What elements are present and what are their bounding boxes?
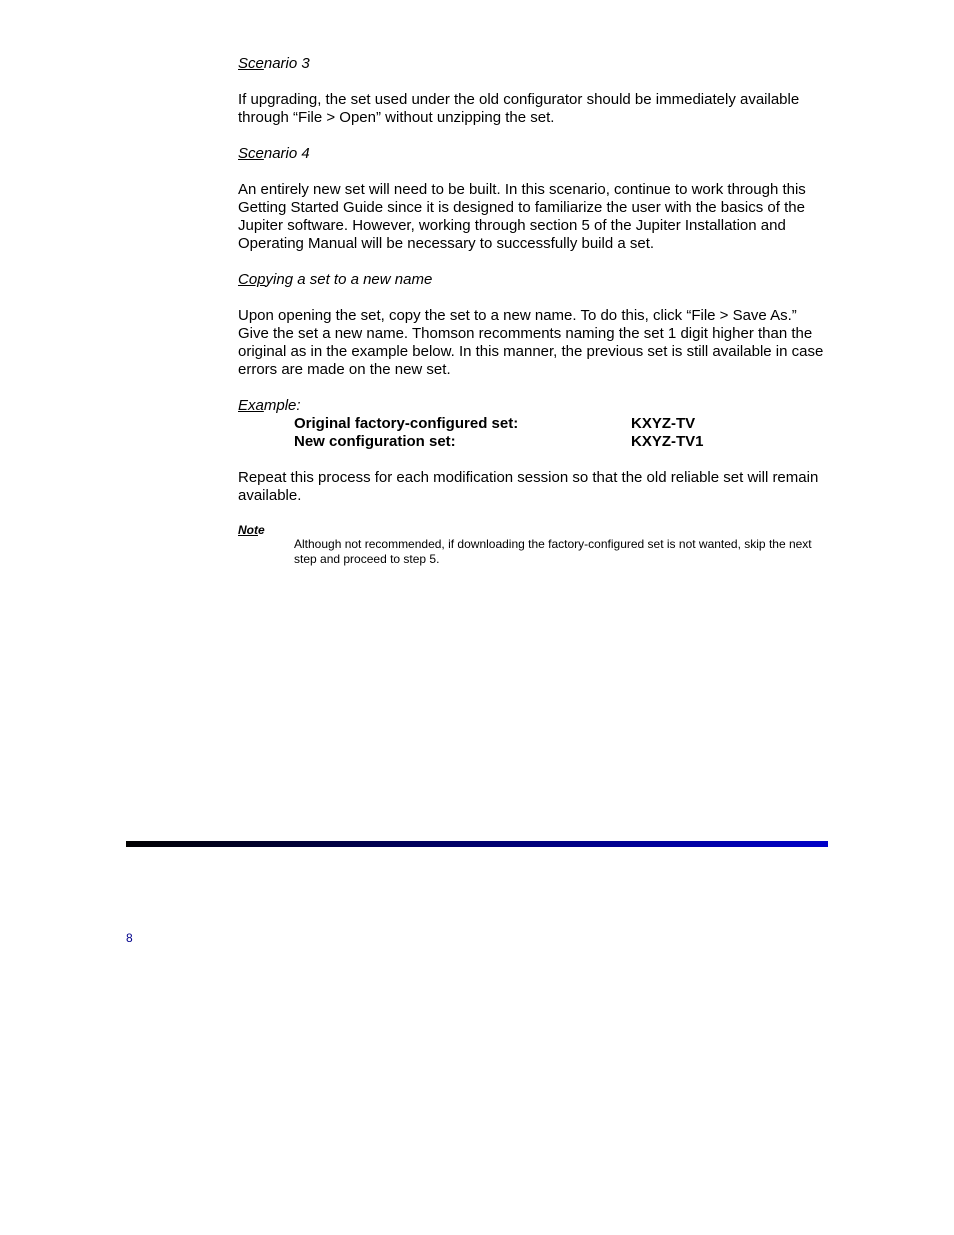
note-label [238, 523, 830, 537]
page-number: 8 [126, 931, 133, 945]
scenario-3-heading [238, 55, 830, 73]
example-row-key: New configuration set: [294, 433, 456, 450]
example-label-rest: mple: [263, 397, 301, 414]
scenario-3-heading-rest: nario 3 [263, 55, 310, 72]
example-row-key: Original factory-configured set: [294, 415, 519, 432]
example-label-underlined: Exa [238, 397, 264, 414]
document-body [238, 55, 830, 567]
example-label [238, 397, 830, 415]
example-block [238, 397, 830, 451]
note-label-rest: e [258, 523, 265, 537]
example-row-value: KXYZ-TV [631, 415, 696, 432]
copying-heading [238, 271, 830, 289]
copying-heading-rest: ying a set to a new name [265, 271, 433, 288]
scenario-4-heading [238, 145, 830, 163]
scenario-3-text: If upgrading, the set used under the old configurator should be immediately available through “File > Open” without unzipping the set. [238, 91, 800, 126]
scenario-4-heading-rest: nario 4 [263, 145, 310, 162]
example-row-value: KXYZ-TV1 [631, 433, 704, 450]
scenario-4-heading-underlined: Sce [238, 145, 264, 162]
footer-rule [126, 841, 828, 847]
note-text: Although not recommended, if downloading the factory-configured set is not wanted, skip the next step and proceed to step 5. [294, 537, 812, 566]
scenario-4-text: An entirely new set will need to be built. In this scenario, continue to work through this Getting Started Guide since it is designed to familiarize the user with the basics of the Jupiter software. However, working through section 5 of the Jupiter Installation and Operating Manual will be necessary to successfully build a set. [238, 181, 806, 252]
note-label-underlined: Not [238, 523, 258, 537]
scenario-3-heading-underlined: Sce [238, 55, 264, 72]
copying-heading-underlined: Cop [238, 271, 266, 288]
example-row-original [238, 415, 830, 433]
copying-text: Upon opening the set, copy the set to a new name. To do this, click “File > Save As.” Give the set a new name. Thomson recomments naming the set 1 digit higher than the original as in the example below. In this manner, the previous set is still available in case errors are made on the new set. [238, 307, 824, 378]
example-row-new [238, 433, 830, 451]
repeat-text: Repeat this process for each modification session so that the old reliable set will remain available. [238, 469, 819, 504]
